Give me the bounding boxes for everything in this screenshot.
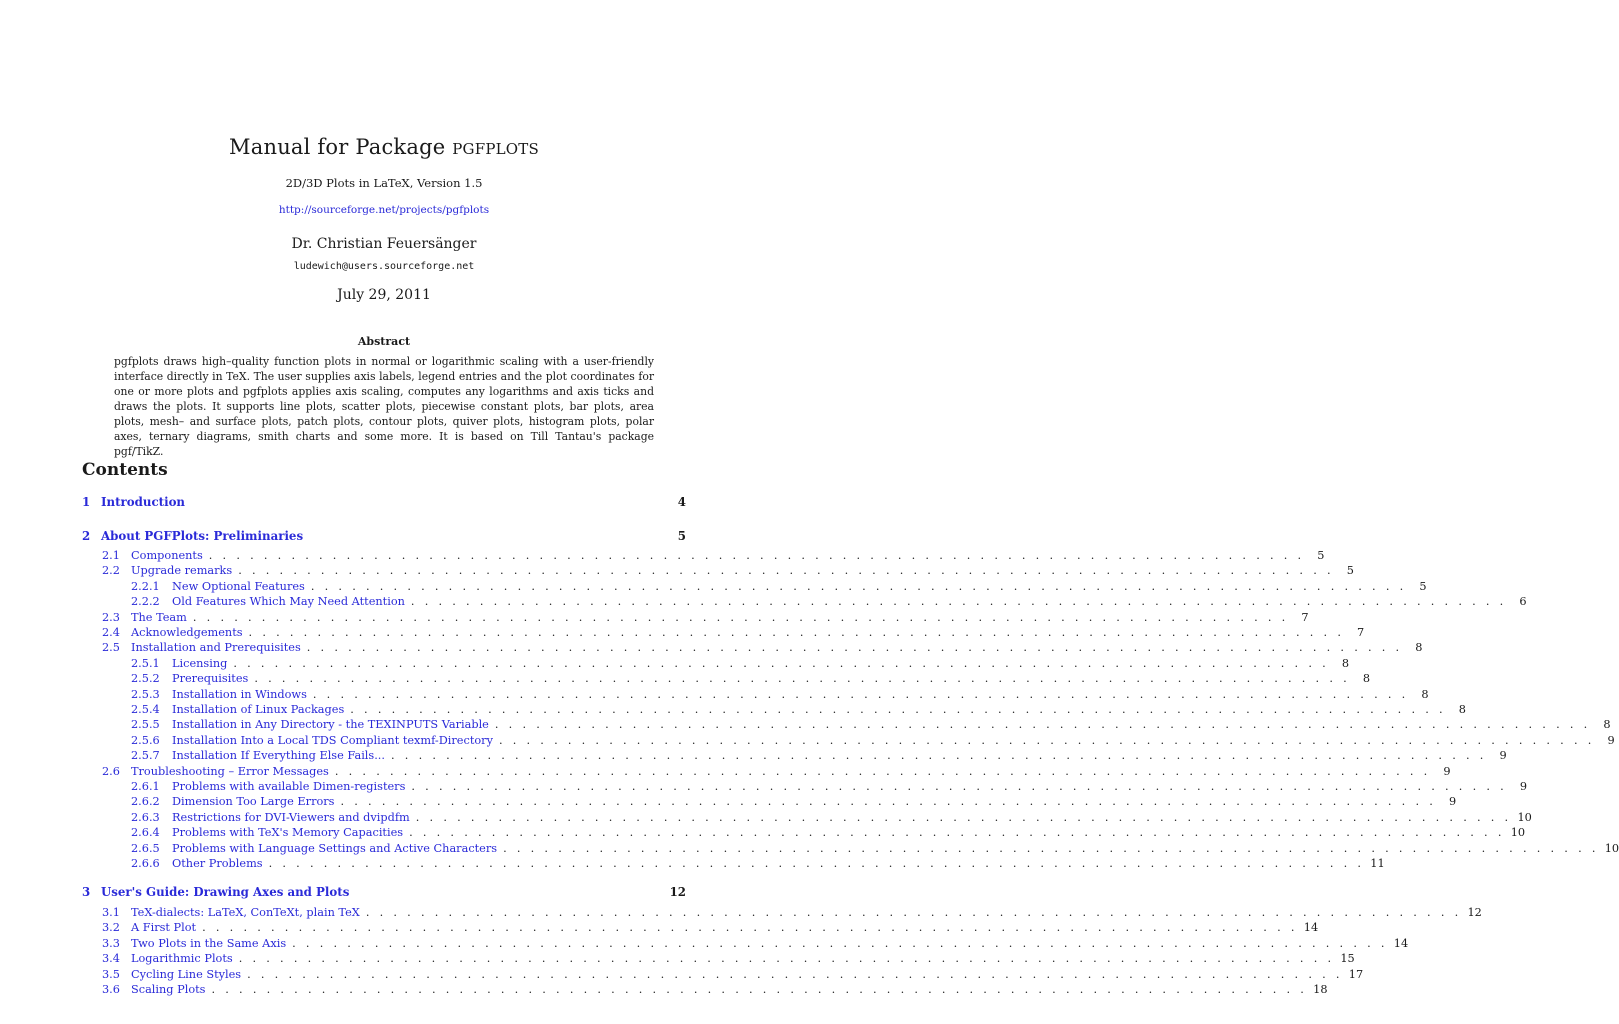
toc-leader-dots: . . . . . . . . . . . . . . . . . . . . . . . . . . . . . . . . . . . . . . . . . . . . . . . . . . . . . . . . . . . . . . . . . . . . . . . . . . . . . . . . (268, 857, 1365, 870)
toc-entry-label[interactable]: Dimension Too Large Errors (172, 795, 335, 809)
toc-leader-dots: . . . . . . . . . . . . . . . . . . . . . . . . . . . . . . . . . . . . . . . . . . . . . . . . . . . . . . . . . . . . . . . . . . . . . . . . . . . . . . . . (494, 718, 1591, 732)
toc-page-number: 4 (677, 495, 686, 509)
toc-leader-dots: . . . . . . . . . . . . . . . . . . . . . . . . . . . . . . . . . . . . . . . . . . . . . . . . . . . . . . . . . . . . . . . . . . . . . . . . . . . . . . . . (247, 967, 1343, 981)
toc-entry-label[interactable]: Installation in Windows (172, 687, 307, 701)
toc-entry-number[interactable]: 3.2 (102, 921, 120, 935)
project-url-link[interactable]: http://sourceforge.net/projects/pgfplots (278, 204, 490, 216)
toc-entry-number[interactable]: 2.5.2 (131, 672, 160, 686)
toc-entry-label[interactable]: Prerequisites (172, 672, 249, 686)
toc-entry-label[interactable]: New Optional Features (172, 579, 305, 593)
toc-entry-number[interactable]: 3.5 (102, 967, 120, 981)
toc-entry[interactable] (131, 656, 1349, 673)
toc-entry[interactable] (102, 982, 1328, 999)
toc-page-number: 5 (677, 528, 686, 543)
document-subtitle: 2D/3D Plots in LaTeX, Version 1.5 (285, 176, 483, 190)
toc-entry[interactable] (102, 952, 1355, 968)
toc-entry-label[interactable]: Problems with Language Settings and Active Characters (172, 841, 498, 855)
toc-leader-dots: . . . . . . . . . . . . . . . . . . . . . . . . . . . . . . . . . . . . . . . . . . . . . . . . . . . . . . . . . . . . . . . . . . . . . . . . . . . . . . . . (350, 703, 1446, 716)
toc-entry-number[interactable]: 2.6.2 (131, 795, 160, 809)
toc-entry-label[interactable]: Troubleshooting – Error Messages (131, 764, 329, 778)
toc-page-number: 10 (1604, 841, 1619, 855)
toc-leader-dots: . . . . . . . . . . . . . . . . . . . . . . . . . . . . . . . . . . . . . . . . . . . . . . . . . . . . . . . . . . . . . . . . . . . . . . . . . . . . . . . . (248, 626, 1345, 639)
toc-entry[interactable] (102, 764, 1451, 781)
toc-leader-dots: . . . . . . . . . . . . . . . . . . . . . . . . . . . . . . . . . . . . . . . . . . . . . . . . . . . . . . . . . . . . . . . . . . . . . . . . . . . . . . . . (391, 749, 1487, 763)
toc-leader-dots: . . . . . . . . . . . . . . . . . . . . . . . . . . . . . . . . . . . . . . . . . . . . . . . . . . . . . . . . . . . . . . . . . . . . . . . . . . . . . . . . (192, 610, 1289, 624)
toc-entry-number[interactable]: 2.5.4 (131, 703, 160, 716)
toc-leader-dots: . . . . . . . . . . . . . . . . . . . . . . . . . . . . . . . . . . . . . . . . . . . . . . . . . . . . . . . . . . . . . . . . . . . . . . . . . . . . . . . . (503, 841, 1599, 855)
toc-entry-number[interactable]: 2.6.3 (131, 810, 160, 824)
toc-page-number: 10 (1510, 826, 1526, 840)
toc-page-number: 18 (1313, 982, 1328, 996)
toc-entry[interactable] (131, 687, 1429, 704)
toc-leader-dots: . . . . . . . . . . . . . . . . . . . . . . . . . . . . . . . . . . . . . . . . . . . . . . . . . . . . . . . . . . . . . . . . . . . . . . . . . . . . . . . . (409, 826, 1505, 840)
toc-entry[interactable] (102, 549, 1325, 565)
toc-entry[interactable] (131, 780, 1528, 796)
toc-entry-number[interactable]: 3.1 (102, 905, 120, 919)
toc-entry-number[interactable]: 2.6 (102, 764, 120, 778)
toc-leader-dots: . . . . . . . . . . . . . . . . . . . . . . . . . . . . . . . . . . . . . . . . . . . . . . . . . . . . . . . . . . . . . . . . . . . . . . . . . . . . . . . . (312, 687, 1409, 701)
document-title (0, 135, 768, 159)
toc-page-number: 14 (1303, 921, 1319, 935)
toc-entry-number[interactable]: 2.5.1 (131, 656, 160, 670)
toc-entry[interactable] (82, 529, 686, 545)
toc-entry-label[interactable]: Two Plots in the Same Axis (131, 936, 287, 950)
toc-entry-number[interactable]: 1 (82, 495, 91, 509)
toc-entry-number[interactable]: 2.5.6 (131, 733, 160, 747)
toc-page-number: 12 (669, 885, 686, 900)
toc-entry-label[interactable]: Problems with available Dimen-registers (172, 780, 406, 793)
toc-page-number: 5 (1346, 564, 1354, 578)
toc-entry[interactable] (102, 967, 1364, 984)
toc-entry[interactable] (131, 733, 1615, 750)
title-prefix: Manual for Package (229, 135, 453, 159)
toc-leader-dots: . . . . . . . . . . . . . . . . . . . . . . . . . . . . . . . . . . . . . . . . . . . . . . . . . . . . . . . . . . . . . . . . . . . . . . . . . . . . . . . . (340, 795, 1437, 809)
toc-entry[interactable] (102, 905, 1482, 922)
title-package: pgfplots (452, 135, 539, 159)
toc-entry[interactable] (102, 936, 1409, 953)
toc-entry-number[interactable]: 3.4 (102, 952, 120, 966)
toc-page-number: 12 (1467, 905, 1482, 919)
toc-entry-number[interactable]: 2.5.3 (131, 687, 160, 701)
toc-entry-label[interactable]: Installation in Any Directory - the TEXINPUTS Variable (172, 718, 489, 732)
toc-page-number: 8 (1362, 672, 1370, 686)
author-name: Dr. Christian Feuersänger (291, 236, 477, 252)
toc-page-number: 8 (1458, 703, 1466, 716)
toc-leader-dots: . . . . . . . . . . . . . . . . . . . . . . . . . . . . . . . . . . . . . . . . . . . . . . . . . . . . . . . . . . . . . . . . . . . . . . . . . . . . . . . . (498, 733, 1595, 747)
toc-entry[interactable] (102, 564, 1354, 580)
toc-entry-label[interactable]: Installation and Prerequisites (131, 641, 301, 655)
toc-entry[interactable] (131, 795, 1457, 811)
toc-page-number: 8 (1341, 656, 1349, 670)
toc-page-number: 8 (1421, 687, 1429, 701)
toc-page-number: 9 (1607, 733, 1615, 747)
toc-page-number: 8 (1603, 718, 1611, 732)
toc-leader-dots: . . . . . . . . . . . . . . . . . . . . . . . . . . . . . . . . . . . . . . . . . . . . . . . . . . . . . . . . . . . . . . . . . . . . . . . . . . . . . . . . (411, 780, 1508, 793)
toc-entry-label[interactable]: User's Guide: Drawing Axes and Plots (101, 885, 350, 900)
toc-entry-label[interactable]: Installation If Everything Else Fails... (172, 749, 385, 763)
toc-entry-number[interactable]: 2.6.1 (131, 780, 160, 793)
toc-leader-dots: . . . . . . . . . . . . . . . . . . . . . . . . . . . . . . . . . . . . . . . . . . . . . . . . . . . . . . . . . . . . . . . . . . . . . . . . . . . . . . . . (310, 579, 1407, 593)
toc-entry[interactable] (131, 579, 1427, 596)
toc-entry-label[interactable]: Components (131, 549, 203, 562)
toc-entry[interactable] (82, 495, 686, 511)
toc-page-number: 10 (1517, 810, 1532, 824)
toc-page-number: 6 (1519, 595, 1527, 609)
toc-entry-number[interactable]: 2.5 (102, 641, 120, 655)
toc-entry-label[interactable]: The Team (131, 610, 187, 624)
toc-page-number: 7 (1301, 610, 1309, 624)
toc-entry[interactable] (102, 610, 1309, 627)
toc-entry-number[interactable]: 2 (82, 528, 91, 543)
toc-entry-number[interactable]: 2.6.5 (131, 841, 160, 855)
toc-entry[interactable] (131, 810, 1532, 827)
toc-entry-number[interactable]: 2.3 (102, 610, 120, 624)
author-email: ludewich@users.sourceforge.net (293, 261, 475, 272)
toc-page-number: 11 (1370, 857, 1385, 870)
toc-entry-number[interactable]: 2.6.4 (131, 826, 160, 840)
toc-entry-label[interactable]: About PGFPlots: Preliminaries (101, 528, 304, 543)
toc-entry-label[interactable]: Installation Into a Local TDS Compliant texmf-Directory (172, 733, 493, 747)
toc-entry[interactable] (131, 703, 1466, 719)
toc-entry-number[interactable]: 2.5.7 (131, 749, 160, 763)
toc-entry-label[interactable]: Acknowledgements (131, 626, 243, 639)
toc-entry[interactable] (131, 672, 1370, 688)
toc-entry-label[interactable]: Cycling Line Styles (131, 967, 242, 981)
toc-entry[interactable] (131, 841, 1619, 858)
toc-page-number: 9 (1448, 795, 1457, 809)
toc-entry-label[interactable]: Old Features Which May Need Attention (172, 595, 405, 609)
abstract-heading: Abstract (357, 335, 411, 348)
toc-leader-dots: . . . . . . . . . . . . . . . . . . . . . . . . . . . . . . . . . . . . . . . . . . . . . . . . . . . . . . . . . . . . . . . . . . . . . . . . . . . . . . . . (292, 936, 1388, 950)
toc-page-number: 15 (1340, 952, 1355, 966)
abstract-text: pgfplots draws high–quality function plots in normal or logarithmic scaling with a user-friendly interface directly in TeX. The user supplies axis labels, legend entries and the plot coordinates for one or more plots and pgfplots applies axis scaling, computes any logarithms and axis ticks and draws the plots. It supports line plots, scatter plots, piecewise constant plots, bar plots, area plots, mesh– and surface plots, patch plots, contour plots, quiver plots, histogram plots, polar axes, ternary diagrams, smith charts and some more. It is based on Till Tantau's package pgf/TikZ. (114, 355, 654, 458)
toc-page-number: 9 (1519, 780, 1528, 793)
toc-entry-label[interactable]: Introduction (101, 495, 186, 509)
toc-entry-label[interactable]: Installation of Linux Packages (172, 703, 345, 716)
toc-leader-dots: . . . . . . . . . . . . . . . . . . . . . . . . . . . . . . . . . . . . . . . . . . . . . . . . . . . . . . . . . . . . . . . . . . . . . . . . . . . . . . . . (334, 764, 1431, 778)
toc-entry-label[interactable]: TeX-dialects: LaTeX, ConTeXt, plain TeX (131, 905, 360, 919)
toc-page-number: 8 (1415, 641, 1423, 655)
toc-leader-dots: . . . . . . . . . . . . . . . . . . . . . . . . . . . . . . . . . . . . . . . . . . . . . . . . . . . . . . . . . . . . . . . . . . . . . . . . . . . . . . . . (202, 921, 1298, 935)
toc-entry[interactable] (131, 718, 1611, 734)
toc-entry[interactable] (82, 885, 686, 901)
toc-leader-dots: . . . . . . . . . . . . . . . . . . . . . . . . . . . . . . . . . . . . . . . . . . . . . . . . . . . . . . . . . . . . . . . . . . . . . . . . . . . . . . . . (238, 952, 1335, 966)
toc-entry-number[interactable]: 2.2.2 (131, 595, 160, 609)
toc-page-number: 5 (1317, 549, 1325, 562)
toc-entry-number[interactable]: 3.3 (102, 936, 120, 950)
toc-entry[interactable] (102, 641, 1423, 657)
toc-page-number: 9 (1443, 764, 1451, 778)
toc-entry-label[interactable]: Licensing (172, 656, 228, 670)
toc-entry-label[interactable]: Upgrade remarks (131, 564, 233, 578)
toc-entry-label[interactable]: Scaling Plots (131, 982, 206, 996)
toc-entry[interactable] (131, 749, 1507, 765)
toc-entry[interactable] (131, 857, 1385, 873)
toc-leader-dots: . . . . . . . . . . . . . . . . . . . . . . . . . . . . . . . . . . . . . . . . . . . . . . . . . . . . . . . . . . . . . . . . . . . . . . . . . . . . . . . . (365, 905, 1462, 919)
document-date: July 29, 2011 (337, 287, 431, 303)
toc-leader-dots: . . . . . . . . . . . . . . . . . . . . . . . . . . . . . . . . . . . . . . . . . . . . . . . . . . . . . . . . . . . . . . . . . . . . . . . . . . . . . . . . (415, 810, 1512, 824)
toc-entry-number[interactable]: 2.5.5 (131, 718, 160, 732)
toc-entry-label[interactable]: Logarithmic Plots (131, 952, 233, 966)
toc-entry-label[interactable]: A First Plot (131, 921, 197, 935)
toc-entry-number[interactable]: 2.1 (102, 549, 120, 562)
toc-leader-dots: . . . . . . . . . . . . . . . . . . . . . . . . . . . . . . . . . . . . . . . . . . . . . . . . . . . . . . . . . . . . . . . . . . . . . . . . . . . . . . . . (410, 595, 1507, 609)
toc-entry[interactable] (102, 921, 1319, 937)
toc-leader-dots: . . . . . . . . . . . . . . . . . . . . . . . . . . . . . . . . . . . . . . . . . . . . . . . . . . . . . . . . . . . . . . . . . . . . . . . . . . . . . . . . (254, 672, 1350, 686)
toc-leader-dots: . . . . . . . . . . . . . . . . . . . . . . . . . . . . . . . . . . . . . . . . . . . . . . . . . . . . . . . . . . . . . . . . . . . . . . . . . . . . . . . . (238, 564, 1334, 578)
toc-leader-dots: . . . . . . . . . . . . . . . . . . . . . . . . . . . . . . . . . . . . . . . . . . . . . . . . . . . . . . . . . . . . . . . . . . . . . . . . . . . . . . . . (208, 549, 1305, 562)
toc-leader-dots: . . . . . . . . . . . . . . . . . . . . . . . . . . . . . . . . . . . . . . . . . . . . . . . . . . . . . . . . . . . . . . . . . . . . . . . . . . . . . . . . (211, 982, 1308, 996)
toc-page-number: 7 (1357, 626, 1365, 639)
toc-entry-number[interactable]: 2.2 (102, 564, 120, 578)
toc-entry-number[interactable]: 2.2.1 (131, 579, 160, 593)
toc-leader-dots: . . . . . . . . . . . . . . . . . . . . . . . . . . . . . . . . . . . . . . . . . . . . . . . . . . . . . . . . . . . . . . . . . . . . . . . . . . . . . . . . (233, 656, 1329, 670)
toc-entry-number[interactable]: 2.6.6 (131, 857, 160, 870)
toc-entry-number[interactable]: 3.6 (102, 982, 120, 996)
toc-entry[interactable] (102, 626, 1365, 642)
toc-entry-label[interactable]: Problems with TeX's Memory Capacities (172, 826, 404, 840)
toc-entry-number[interactable]: 2.4 (102, 626, 120, 639)
toc-entry-number[interactable]: 3 (82, 885, 91, 900)
toc-entry[interactable] (131, 826, 1526, 842)
contents-heading: Contents (82, 460, 168, 480)
toc-page-number: 9 (1499, 749, 1507, 763)
toc-page-number: 14 (1393, 936, 1409, 950)
toc-page-number: 5 (1419, 579, 1427, 593)
toc-page-number: 17 (1348, 967, 1364, 981)
toc-entry-label[interactable]: Restrictions for DVI-Viewers and dvipdfm (172, 810, 410, 824)
toc-leader-dots: . . . . . . . . . . . . . . . . . . . . . . . . . . . . . . . . . . . . . . . . . . . . . . . . . . . . . . . . . . . . . . . . . . . . . . . . . . . . . . . . (306, 641, 1403, 655)
toc-entry-label[interactable]: Other Problems (172, 857, 263, 870)
toc-entry[interactable] (131, 595, 1527, 611)
